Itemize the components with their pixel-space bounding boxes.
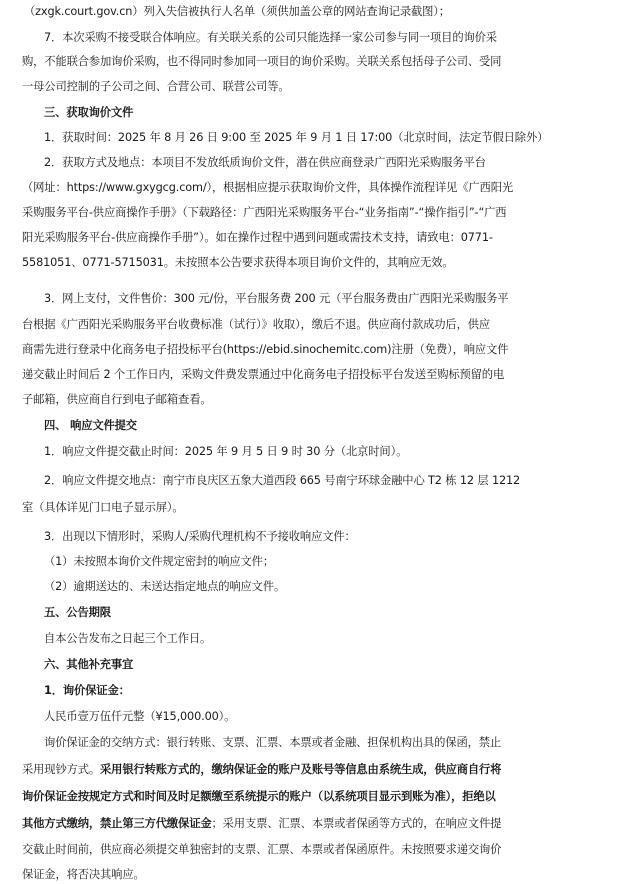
section-heading: 五、公告期限 [44,606,111,619]
section-heading: 三、获取询价文件 [44,106,134,119]
text-line: 1．获取时间：2025 年 8 月 26 日 9:00 至 2025 年 9 月 1 日 17:00（北京时间，法定节假日除外） [44,131,549,144]
bold-text-span: 其他方式缴纳，禁止第三方代缴保证金 [22,817,212,830]
text-line [22,762,618,778]
text-line: 5581051、0771-5715031。未按照本公告要求获得本项目询价文件的，其响应无效。 [22,256,454,269]
text-line: 2．获取方式及地点：本项目不发放纸质询价文件，潜在供应商登录广西阳光采购服务平台 [44,156,486,169]
text-line: （1）未按照本询价文件规定密封的响应文件； [44,555,274,568]
subsection-heading: 1．询价保证金： [44,684,130,697]
text-line: 一母公司控制的子公司之间、合营公司、联营公司等。 [22,80,290,93]
text-line: 递交截止时间后 2 个工作日内，采购文件费发票通过中化商务电子招投标平台发送至购标预留的电 [22,368,505,381]
text-line: 采购服务平台-供应商操作手册》（下载路径：广西阳光采购服务平台-“业务指南”-“操作指引”-“广西 [22,206,507,219]
text-line: 询价保证金按规定方式和时间及时足额缴至系统提示的账户（以系统项目显示到账为准），拒绝以 [22,790,496,803]
text-line: 阳光采购服务平台-供应商操作手册”）。如在操作过程中遇到问题或需技术支持，请致电：0771- [22,231,493,244]
text-line: 室（具体详见门口电子显示屏）。 [22,501,184,514]
text-line: （2）逾期送达的、未送达指定地点的响应文件。 [44,580,286,593]
text-line: 3．网上支付，文件售价：300 元/份，平台服务费 200 元（平台服务费由广西阳光采购服务平 [44,292,509,305]
section-heading: 四、 响应文件提交 [44,419,137,432]
text-line [22,816,618,832]
text-line: 7．本次采购不接受联合体响应。有关联关系的公司只能选择一家公司参与同一项目的询价采 [44,31,497,44]
text-line: 询价保证金的交纳方式：银行转账、支票、汇票、本票或者金融、担保机构出具的保函，禁止 [44,736,502,749]
text-span: ；采用支票、汇票、本票或者保函等方式的，在响应文件提 [211,817,502,830]
text-line: 2．响应文件提交地点：南宁市良庆区五象大道西段 665 号南宁环球金融中心 T2 栋 12 层 1212 [44,474,521,487]
text-line: 商需先进行登录中化商务电子招投标平台(https://ebid.sinochemitc.com)注册（免费），响应文件 [22,343,509,356]
text-line: 购，不能联合参加询价采购，也不得同时参加同一项目的询价采购。关联关系包括母子公司、受同 [22,55,502,68]
text-line: 自本公告发布之日起三个工作日。 [44,632,212,645]
text-line: 1．响应文件提交截止时间：2025 年 9 月 5 日 9 时 30 分（北京时间）。 [44,445,408,458]
text-line: 人民币壹万伍仟元整（¥15,000.00）。 [44,710,236,723]
text-line: 3．出现以下情形时，采购人/采购代理机构不予接收响应文件： [44,530,356,543]
text-line: （网址：https://www.gxygcg.com/），根据相应提示获取询价文件，具体操作流程详见《广西阳光 [22,181,513,194]
text-line: （zxgk.court.gov.cn）列入失信被执行人名单（须供加盖公章的网站查询记录截图）； [24,5,450,18]
text-span: 采用现钞方式。 [22,763,101,776]
text-line: 子邮箱，供应商自行到电子邮箱查看。 [22,393,212,406]
text-line: 台根据《广西阳光采购服务平台收费标准（试行）》收取），缴后不退。供应商付款成功后，供应 [22,318,491,331]
bold-text-span: 采用银行转账方式的，缴纳保证金的账户及账号等信息由系统生成，供应商自行将 [100,763,502,776]
section-heading: 六、其他补充事宜 [44,658,134,671]
text-line: 保证金，将否决其响应。 [22,868,145,881]
text-line: 交截止时间前，供应商必须提交单独密封的支票、汇票、本票或者保函原件。未按照要求递交询价 [22,843,502,856]
